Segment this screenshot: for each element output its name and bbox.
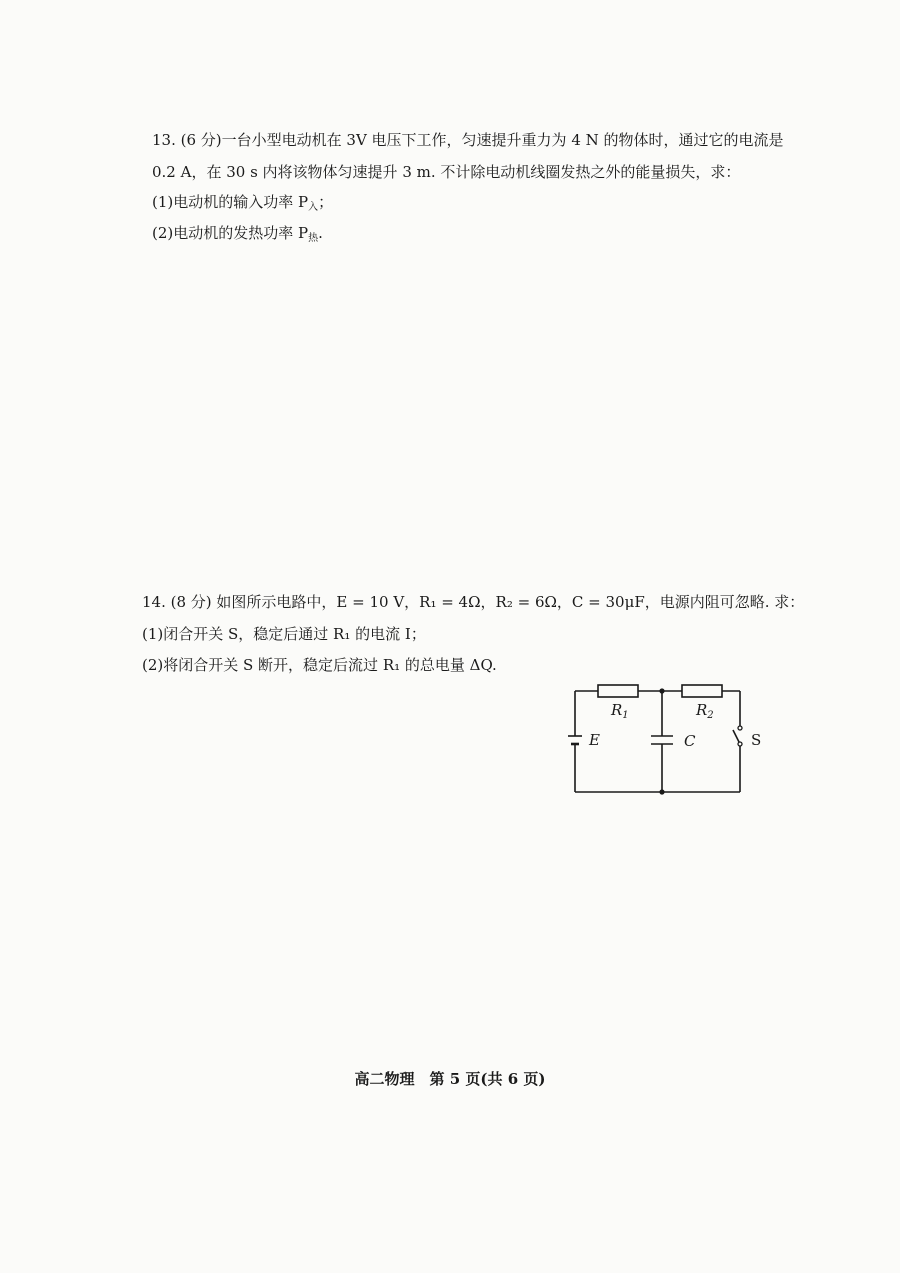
junction-bottom (659, 789, 664, 794)
q14-part-2: (2)将闭合开关 S 断开，稳定后流过 R₁ 的总电量 ΔQ. (142, 656, 497, 674)
resistor-r1 (598, 685, 638, 697)
q13-part-2-subscript: 热 (308, 233, 319, 244)
label-c: C (684, 732, 696, 750)
circuit-diagram (565, 678, 775, 803)
label-r1: $R_1$ (611, 701, 629, 721)
label-s: S (751, 731, 762, 749)
q13-part-1-subscript: 入 (308, 202, 319, 213)
q13-stem-line-2: 0.2 A，在 30 s 内将该物体匀速提升 3 m. 不计除电动机线圈发热之外的能量损失，求： (152, 163, 741, 181)
q13-part-1-text: (1)电动机的输入功率 P (152, 193, 309, 211)
page-footer: 高二物理 第 5 页(共 6 页) (354, 1070, 546, 1088)
q13-stem-line-1: 13. (6 分)一台小型电动机在 3V 电压下工作，匀速提升重力为 4 N 的物体时，通过它的电流是 (152, 131, 784, 149)
q13-part-2-end: . (318, 224, 323, 242)
resistor-r2 (682, 685, 722, 697)
switch-contact-bottom (738, 742, 742, 746)
q13-part-2-text: (2)电动机的发热功率 P (152, 224, 309, 242)
junction-top (659, 688, 664, 693)
switch-contact-top (738, 726, 742, 730)
q13-part-1-end: ； (318, 193, 334, 211)
q14-part-1: (1)闭合开关 S，稳定后通过 R₁ 的电流 I； (142, 625, 426, 643)
label-r2: $R_2$ (696, 701, 714, 721)
q13-part-2 (152, 223, 323, 249)
q14-stem-line-1: 14. (8 分) 如图所示电路中，E = 10 V，R₁ = 4Ω，R₂ = 6Ω，C = 30μF，电源内阻可忽略. 求： (142, 593, 805, 611)
label-e: E (589, 731, 600, 749)
q13-part-1 (152, 192, 333, 218)
